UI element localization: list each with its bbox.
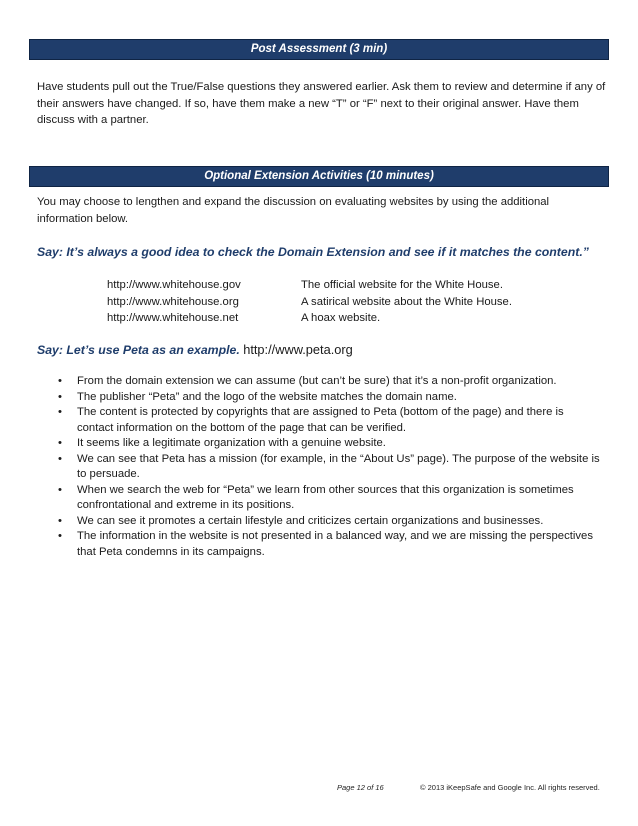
bullet-icon: • [58,452,62,465]
list-item [37,514,602,530]
domain-description: A hoax website. [301,312,381,324]
peta-evaluation-list [37,374,602,560]
domain-url: http://www.whitehouse.org [107,295,239,308]
copyright-notice: © 2013 iKeepSafe and Google Inc. All rights reserved. [420,783,600,792]
domain-description: The official website for the White House. [301,279,503,291]
list-item [37,452,602,483]
list-item [37,374,602,390]
bullet-icon: • [58,390,62,403]
domain-row [107,312,512,329]
post-assessment-title: Post Assessment (3 min) [250,43,388,55]
post-assessment-body: Have students pull out the True/False questions they answered earlier. Ask them to review and determine if any of their answers have changed. If so, have them make a new “T” or “F” next to their original answer. Have them discuss with a partner. [37,81,606,126]
optional-extension-title: Optional Extension Activities (10 minutes) [204,170,434,182]
bullet-icon: • [58,530,62,542]
list-item-text: When we search the web for “Peta” we learn from other sources that this organization is sometimes confrontational and extreme in its positions. [77,483,574,511]
bullet-icon: • [58,514,62,527]
domain-extension-table [107,279,512,329]
list-item-text: It seems like a legitimate organization with a genuine website. [77,437,386,449]
say-peta-example [37,342,353,357]
bullet-icon: • [58,406,62,418]
domain-row [107,279,512,296]
peta-url: http://www.peta.org [243,342,353,357]
list-item [37,390,602,406]
list-item-text: The information in the website is not presented in a balanced way, and we are missing the perspectives that Peta condemns in its campaigns. [77,530,593,558]
list-item-text: From the domain extension we can assume (but can’t be sure) that it’s a non-profit organization. [77,375,557,387]
list-item-text: We can see that Peta has a mission (for example, in the “About Us” page). The purpose of the website is to persuade. [77,452,600,480]
say-domain-extension: Say: It’s always a good idea to check the Domain Extension and see if it matches the content.” [37,245,589,259]
domain-url: http://www.whitehouse.gov [107,279,241,291]
bullet-icon: • [58,483,62,496]
optional-extension-intro: You may choose to lengthen and expand the discussion on evaluating websites by using the additional information below. [37,196,550,225]
list-item [37,529,602,560]
domain-description: A satirical website about the White House. [301,295,512,308]
post-assessment-header [29,39,609,60]
list-item [37,436,602,452]
domain-row [107,296,512,313]
list-item-text: We can see it promotes a certain lifestyle and criticizes certain organizations and businesses. [77,514,544,527]
domain-url: http://www.whitehouse.net [107,312,239,324]
list-item-text: The publisher “Peta” and the logo of the website matches the domain name. [77,390,457,403]
say-peta-label: Say: Let’s use Peta as an example. [37,343,240,357]
optional-extension-header [29,166,609,187]
list-item-text: The content is protected by copyrights that are assigned to Peta (bottom of the page) and there is contact information on the bottom of the page that can be verified. [77,406,564,434]
page-number: Page 12 of 16 [337,783,384,792]
bullet-icon: • [58,375,62,387]
list-item [37,483,602,514]
bullet-icon: • [58,437,62,449]
list-item [37,405,602,436]
